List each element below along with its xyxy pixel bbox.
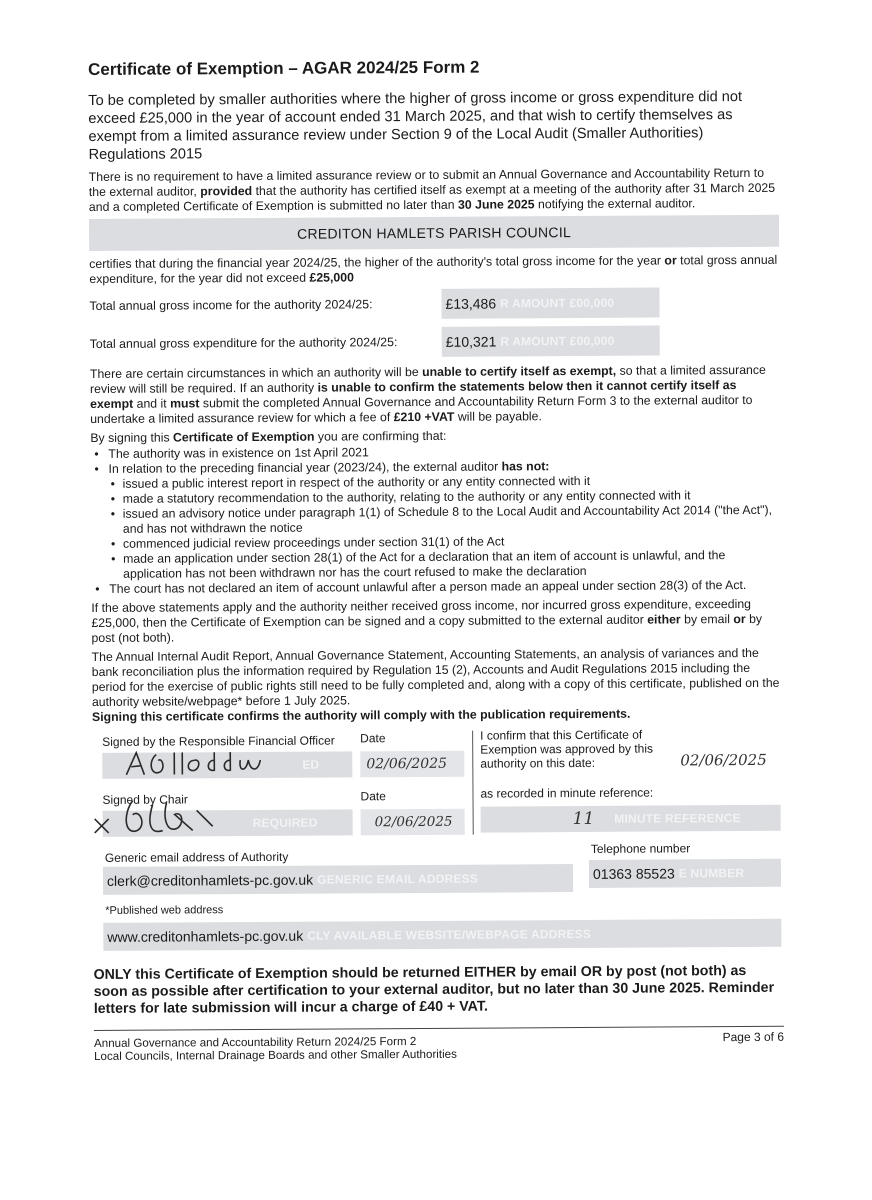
email-placeholder: GENERIC EMAIL ADDRESS [317, 871, 479, 887]
web-placeholder: CLY AVAILABLE WEBSITE/WEBPAGE ADDRESS [307, 926, 592, 943]
rfo-date: 02/06/2025 [366, 755, 448, 773]
expenditure-field[interactable] [442, 326, 660, 357]
certifies-text-2: total gross annual expenditure, for the year did not exceed [89, 252, 778, 286]
list-item: • made an application under section 28(1) of the Act for a declaration that an item of account is unlawful, and the application has not been withdrawn nor has the court refused to make the declaration [91, 548, 781, 582]
minute-label: as recorded in minute reference: [480, 785, 654, 801]
web-label: *Published web address [105, 904, 224, 917]
footer-line-1: Annual Governance and Accountability Return 2024/25 Form 2 [93, 1035, 417, 1050]
list-item: • issued a public interest report in respect of the authority or any entity connected with it [91, 473, 781, 492]
certifies-threshold: £25,000 [309, 270, 354, 285]
signing-text-c: you are confirming that: [314, 428, 447, 444]
web-value: www.creditonhamlets-pc.gov.uk [107, 927, 304, 945]
list-item: • issued an advisory notice under paragraph 1(1) of Schedule 8 to the Local Audit and Accountability Act 2014 ("the Act"), and has not withdrawn the notice [91, 503, 781, 537]
list-item: • commenced judicial review proceedings under section 31(1) of the Act [91, 533, 781, 552]
circ-text-i: will be payable. [454, 409, 542, 424]
web-address-field[interactable] [103, 919, 781, 951]
rfo-date-label: Date [360, 731, 386, 746]
circ-text-g: submit the completed Annual Governance and Accountability Return Form 3 to the external auditor to undertake a limited assurance review for which a fee of [90, 392, 753, 426]
minute-value: 11 [572, 808, 595, 830]
phone-label: Telephone number [590, 841, 691, 856]
income-row [89, 287, 779, 321]
phone-placeholder: E NUMBER [678, 866, 745, 881]
phone-field[interactable] [589, 859, 781, 888]
chair-date-label: Date [360, 789, 386, 804]
requirement-paragraph [89, 166, 779, 215]
circ-text-a: There are certain circumstances in which an authority will be [89, 364, 423, 381]
circ-text-e: and it [133, 396, 171, 411]
requirement-bold-provided: provided [200, 183, 253, 199]
rfo-signature-icon [122, 746, 302, 783]
signing-text-a: By signing this [90, 430, 174, 445]
statement-list [90, 443, 780, 477]
income-placeholder: R AMOUNT £00,000 [500, 295, 615, 311]
chair-date-field[interactable] [361, 809, 465, 836]
contact-section [93, 841, 784, 961]
apply-text-e: by post (not both). [91, 611, 763, 645]
email-field[interactable] [103, 864, 573, 895]
email-value: clerk@creditonhamlets-pc.gov.uk [106, 871, 314, 889]
apply-either: either [647, 612, 681, 627]
page-number: Page 3 of 6 [722, 1029, 785, 1045]
certifies-text: certifies that during the financial year 2024/25, the higher of the authority's total gross income for the year [89, 253, 665, 271]
expenditure-placeholder: R AMOUNT £00,000 [500, 333, 615, 349]
certificate-sheet [88, 56, 784, 1063]
email-label: Generic email address of Authority [104, 849, 289, 865]
requirement-text: There is no requirement to have a limited assurance review or to submit an Annual Governance and Accountability Return to the external auditor, [88, 165, 765, 199]
phone-value: 01363 85523 [592, 865, 675, 882]
minute-reference-field[interactable] [481, 805, 781, 833]
requirement-deadline: 30 June 2025 [457, 197, 535, 212]
circ-bold-must: must [170, 396, 200, 411]
circ-bold-d: is unable to confirm the statements below then it cannot certify itself as exempt [90, 378, 737, 411]
apply-text-c: by email [680, 612, 734, 627]
page-footer [94, 1026, 784, 1063]
sub-statement-list [91, 473, 782, 582]
expenditure-label: Total annual gross expenditure for the authority 2024/25: [89, 335, 398, 351]
apply-paragraph [91, 597, 781, 646]
audit-paragraph [92, 646, 782, 725]
rfo-date-field[interactable] [360, 751, 464, 778]
apply-text-a: If the above statements apply and the authority neither received gross income, nor incurred gross expenditure, exceeding £25,000, then the Certificate of Exemption can be signed and a copy submitted to the external auditor [91, 596, 752, 630]
statement-list-end [91, 578, 781, 597]
minute-placeholder: MINUTE REFERENCE [614, 811, 741, 826]
circ-fee: £210 +VAT [393, 409, 455, 425]
requirement-text-2: that the authority has certified itself as exempt at a meeting of the authority after 31 March 2025 and a completed Certificate of Exemption is submitted no later than [88, 180, 776, 214]
income-label: Total annual gross income for the authority 2024/25: [89, 297, 373, 313]
authority-name: CREDITON HAMLETS PARISH COUNCIL [296, 224, 572, 242]
rfo-placeholder: ED [302, 757, 320, 772]
list-item: • The court has not declared an item of account unlawful after a person made an appeal under section 28(3) of the Act. [91, 578, 781, 597]
chair-date: 02/06/2025 [374, 813, 453, 831]
bullet2-bold: has not: [501, 459, 550, 474]
apply-or: or [733, 611, 746, 627]
intro-paragraph: To be completed by smaller authorities where the higher of gross income or gross expenditure did not exceed £25,000 in the year of account ended 31 March 2025, and that wish to certify themselves as exempt from a limited assurance review under Section 9 of the Local Audit (Smaller Authorities) Regulations 2015 [88, 89, 743, 163]
bullet2-text: In relation to the preceding financial year (2023/24), the external auditor [108, 459, 502, 476]
footer-line-2: Local Councils, Internal Drainage Boards and other Smaller Authorities [94, 1047, 457, 1063]
certifies-or: or [664, 253, 677, 268]
authority-name-field[interactable] [89, 215, 779, 251]
signing-bold: Certificate of Exemption [172, 429, 315, 445]
circumstances-paragraph [90, 363, 780, 427]
requirement-text-3: notifying the external auditor. [534, 196, 696, 212]
chair-signature-icon [92, 794, 242, 841]
page-title: Certificate of Exemption – AGAR 2024/25 Form 2 [88, 57, 480, 79]
circ-text-c: so that a limited assurance review will still be required. If an authority [89, 362, 766, 396]
list-item: • made a statutory recommendation to the authority, relating to the authority or any entity connected with it [91, 488, 781, 507]
confirm-label: I confirm that this Certificate of Exemption was approved by this authority on this date: [480, 727, 654, 771]
income-field[interactable] [441, 288, 659, 319]
return-notice: ONLY this Certificate of Exemption should be returned EITHER by email OR by post (not both) as soon as possible after certification to your external auditor, but no later than 30 June 2025. Reminder letters for late submission will incur a charge of £40 + VAT. [93, 962, 775, 1017]
divider [472, 731, 474, 835]
chair-label: Signed by Chair [102, 792, 188, 807]
circ-bold-b: unable to certify itself as exempt, [422, 363, 617, 379]
chair-placeholder: REQUIRED [252, 815, 318, 831]
list-item: • The authority was in existence on 1st April 2021 [90, 443, 780, 462]
expenditure-value: £10,321 [445, 333, 497, 350]
audit-text: The Annual Internal Audit Report, Annual Governance Statement, Accounting Statements, an analysis of variances and the bank reconciliation plus the information required by Regulation 15 (2), Accounts and Audit Regulations 2015 including the period for the exercise of public rights still need to be fully completed and, along with a copy of this certificate, published on the authority website/webpage* before 1 July 2025. [91, 645, 780, 709]
signature-section [92, 729, 783, 851]
income-value: £13,486 [445, 295, 497, 312]
expenditure-row [90, 325, 780, 359]
certifies-paragraph [89, 253, 779, 287]
audit-bold: Signing this certificate confirms the authority will comply with the publication requirements. [91, 706, 631, 724]
rfo-label: Signed by the Responsible Financial Officer [102, 733, 335, 749]
approved-date[interactable]: 02/06/2025 [680, 750, 767, 770]
